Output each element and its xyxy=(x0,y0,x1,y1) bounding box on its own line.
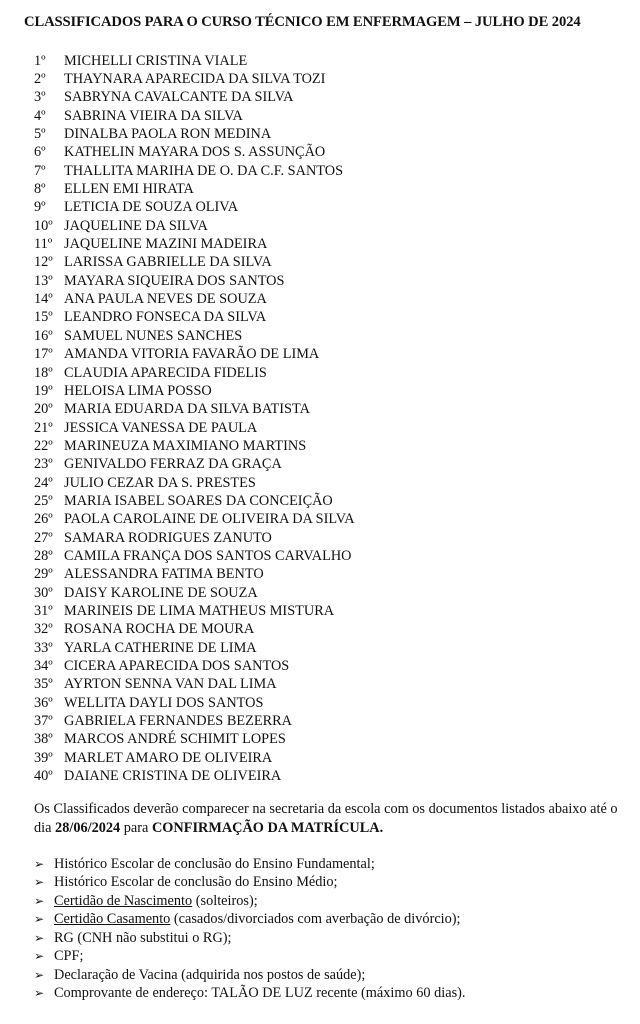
list-item xyxy=(34,676,624,694)
rank-label: 8º xyxy=(34,181,46,198)
document-name: Histórico Escolar de conclusão do Ensino Médio; xyxy=(54,874,338,891)
rank-label: 15º xyxy=(34,309,53,326)
candidate-name: SAMUEL NUNES SANCHES xyxy=(64,327,243,344)
arrow-bullet-icon: ➢ xyxy=(34,912,45,927)
arrow-bullet-icon: ➢ xyxy=(34,875,45,890)
rank-label: 39º xyxy=(34,749,53,766)
rank-label: 35º xyxy=(34,676,53,693)
list-item xyxy=(34,180,624,198)
candidate-name: HELOISA LIMA POSSO xyxy=(64,382,212,399)
enrollment-notice xyxy=(34,800,630,838)
document-name: RG (CNH não substitui o RG); xyxy=(54,929,232,946)
rank-label: 31º xyxy=(34,602,53,619)
list-item xyxy=(34,694,624,712)
rank-label: 23º xyxy=(34,456,53,473)
candidate-name: ALESSANDRA FATIMA BENTO xyxy=(64,566,264,583)
candidate-name: SAMARA RODRIGUES ZANUTO xyxy=(64,529,272,546)
arrow-bullet-icon: ➢ xyxy=(34,967,45,982)
notice-text-mid: para xyxy=(120,820,152,836)
rank-label: 32º xyxy=(34,621,53,638)
list-item xyxy=(34,474,624,492)
list-item xyxy=(34,657,624,675)
document-title: CLASSIFICADOS PARA O CURSO TÉCNICO EM ENFERMAGEM – JULHO DE 2024 xyxy=(24,14,581,30)
document-name: Certidão Casamento xyxy=(54,911,171,928)
candidate-name: AYRTON SENNA VAN DAL LIMA xyxy=(64,676,277,693)
list-item xyxy=(34,437,624,455)
list-item xyxy=(34,254,624,272)
list-item xyxy=(34,52,624,70)
document-name: Certidão de Nascimento xyxy=(54,892,193,909)
candidate-name: KATHELIN MAYARA DOS S. ASSUNÇÃO xyxy=(64,144,326,161)
rank-label: 36º xyxy=(34,694,53,711)
list-item xyxy=(34,327,624,345)
candidate-name: MARINEUZA MAXIMIANO MARTINS xyxy=(64,437,307,454)
document-item xyxy=(34,874,630,893)
arrow-bullet-icon: ➢ xyxy=(34,986,45,1001)
list-item xyxy=(34,584,624,602)
candidate-name: CLAUDIA APARECIDA FIDELIS xyxy=(64,364,267,381)
rank-label: 24º xyxy=(34,474,53,491)
document-item xyxy=(34,892,630,911)
candidate-name: THAYNARA APARECIDA DA SILVA TOZI xyxy=(64,71,326,88)
rank-label: 37º xyxy=(34,713,53,730)
candidate-name: GENIVALDO FERRAZ DA GRAÇA xyxy=(64,456,282,473)
list-item xyxy=(34,419,624,437)
list-item xyxy=(34,272,624,290)
rank-label: 7º xyxy=(34,162,46,179)
list-item xyxy=(34,235,624,253)
candidate-name: YARLA CATHERINE DE LIMA xyxy=(64,639,257,656)
document-item xyxy=(34,929,630,948)
arrow-bullet-icon: ➢ xyxy=(34,949,45,964)
list-item xyxy=(34,70,624,88)
list-item xyxy=(34,566,624,584)
rank-label: 33º xyxy=(34,639,53,656)
list-item xyxy=(34,547,624,565)
rank-label: 1º xyxy=(34,52,46,69)
list-item xyxy=(34,144,624,162)
candidate-name: DAIANE CRISTINA DE OLIVEIRA xyxy=(64,768,282,785)
list-item xyxy=(34,511,624,529)
document-name: CPF; xyxy=(54,948,84,965)
list-item xyxy=(34,309,624,327)
document-item xyxy=(34,966,630,985)
candidate-name: CICERA APARECIDA DOS SANTOS xyxy=(64,658,290,675)
rank-label: 28º xyxy=(34,547,53,564)
list-item xyxy=(34,89,624,107)
rank-label: 40º xyxy=(34,768,53,785)
candidate-name: DINALBA PAOLA RON MEDINA xyxy=(64,126,272,143)
document-detail: (casados/divorciados com averbação de divórcio); xyxy=(170,911,461,928)
arrow-bullet-icon: ➢ xyxy=(34,856,45,871)
rank-label: 17º xyxy=(34,346,53,363)
rank-label: 16º xyxy=(34,327,53,344)
candidate-name: SABRINA VIEIRA DA SILVA xyxy=(64,107,243,124)
candidate-name: JESSICA VANESSA DE PAULA xyxy=(64,419,258,436)
list-item xyxy=(34,731,624,749)
list-item xyxy=(34,382,624,400)
rank-label: 13º xyxy=(34,272,53,289)
rank-label: 9º xyxy=(34,199,46,216)
rank-label: 5º xyxy=(34,126,46,143)
list-item xyxy=(34,107,624,125)
rank-label: 14º xyxy=(34,291,53,308)
list-item xyxy=(34,621,624,639)
list-item xyxy=(34,364,624,382)
list-item xyxy=(34,290,624,308)
rank-label: 3º xyxy=(34,89,46,106)
list-item xyxy=(34,199,624,217)
candidate-name: CAMILA FRANÇA DOS SANTOS CARVALHO xyxy=(64,547,352,564)
document-name: Histórico Escolar de conclusão do Ensino Fundamental; xyxy=(54,855,375,872)
candidate-name: LEANDRO FONSECA DA SILVA xyxy=(64,309,267,326)
required-documents-list xyxy=(34,855,630,1003)
candidate-name: MARIA EDUARDA DA SILVA BATISTA xyxy=(64,401,310,418)
list-item xyxy=(34,749,624,767)
rank-label: 11º xyxy=(34,236,53,253)
list-item xyxy=(34,602,624,620)
candidate-name: JAQUELINE DA SILVA xyxy=(64,217,208,234)
document-name: Comprovante de endereço: TALÃO DE LUZ recente (máximo 60 dias). xyxy=(54,985,466,1002)
candidate-name: MICHELLI CRISTINA VIALE xyxy=(64,52,248,69)
candidate-name: DAISY KAROLINE DE SOUZA xyxy=(64,584,258,601)
candidate-name: LETICIA DE SOUZA OLIVA xyxy=(64,199,239,216)
rank-label: 21º xyxy=(34,419,53,436)
candidate-name: GABRIELA FERNANDES BEZERRA xyxy=(64,713,292,730)
candidate-name: MARINEIS DE LIMA MATHEUS MISTURA xyxy=(64,602,335,619)
rank-label: 27º xyxy=(34,529,53,546)
candidate-name: PAOLA CAROLAINE DE OLIVEIRA DA SILVA xyxy=(64,511,355,528)
document-item xyxy=(34,948,630,967)
document-item xyxy=(34,985,630,1004)
rank-label: 34º xyxy=(34,658,53,675)
document-item xyxy=(34,855,630,874)
document-name: Declaração de Vacina (adquirida nos postos de saúde); xyxy=(54,966,366,983)
list-item xyxy=(34,162,624,180)
candidate-name: MARCOS ANDRÉ SCHIMIT LOPES xyxy=(64,731,286,748)
list-item xyxy=(34,767,624,785)
rank-label: 12º xyxy=(34,254,53,271)
list-item xyxy=(34,639,624,657)
candidate-name: AMANDA VITORIA FAVARÃO DE LIMA xyxy=(64,346,320,363)
candidate-name: THALLITA MARIHA DE O. DA C.F. SANTOS xyxy=(64,162,344,179)
candidate-name: MARLET AMARO DE OLIVEIRA xyxy=(64,749,273,766)
rank-label: 19º xyxy=(34,382,53,399)
list-item xyxy=(34,346,624,364)
list-item xyxy=(34,492,624,510)
candidate-name: LARISSA GABRIELLE DA SILVA xyxy=(64,254,272,271)
candidate-name: ROSANA ROCHA DE MOURA xyxy=(64,621,255,638)
rank-label: 2º xyxy=(34,71,46,88)
candidate-name: MAYARA SIQUEIRA DOS SANTOS xyxy=(64,272,285,289)
list-item xyxy=(34,712,624,730)
rank-label: 30º xyxy=(34,584,53,601)
rank-label: 4º xyxy=(34,107,46,124)
list-item xyxy=(34,217,624,235)
rank-label: 38º xyxy=(34,731,53,748)
candidate-name: MARIA ISABEL SOARES DA CONCEIÇÃO xyxy=(64,492,333,509)
notice-text: Os Classificados deverão comparecer na secretaria da escola com os documentos listados abaixo até o dia xyxy=(34,801,618,836)
classified-list xyxy=(34,52,624,786)
candidate-name: SABRYNA CAVALCANTE DA SILVA xyxy=(64,89,294,106)
rank-label: 6º xyxy=(34,144,46,161)
rank-label: 18º xyxy=(34,364,53,381)
document-detail: (solteiros); xyxy=(192,892,258,909)
arrow-bullet-icon: ➢ xyxy=(34,930,45,945)
arrow-bullet-icon: ➢ xyxy=(34,893,45,908)
list-item xyxy=(34,456,624,474)
candidate-name: ELLEN EMI HIRATA xyxy=(64,181,194,198)
notice-emphasis: CONFIRMAÇÃO DA MATRÍCULA. xyxy=(151,820,384,836)
document-item xyxy=(34,911,630,930)
candidate-name: ANA PAULA NEVES DE SOUZA xyxy=(64,291,267,308)
candidate-name: JAQUELINE MAZINI MADEIRA xyxy=(64,236,268,253)
rank-label: 26º xyxy=(34,511,53,528)
rank-label: 29º xyxy=(34,566,53,583)
list-item xyxy=(34,401,624,419)
candidate-name: WELLITA DAYLI DOS SANTOS xyxy=(64,694,264,711)
notice-deadline-date: 28/06/2024 xyxy=(55,820,121,836)
rank-label: 20º xyxy=(34,401,53,418)
list-item xyxy=(34,529,624,547)
rank-label: 10º xyxy=(34,217,53,234)
rank-label: 25º xyxy=(34,492,53,509)
rank-label: 22º xyxy=(34,437,53,454)
candidate-name: JULIO CEZAR DA S. PRESTES xyxy=(64,474,256,491)
list-item xyxy=(34,125,624,143)
